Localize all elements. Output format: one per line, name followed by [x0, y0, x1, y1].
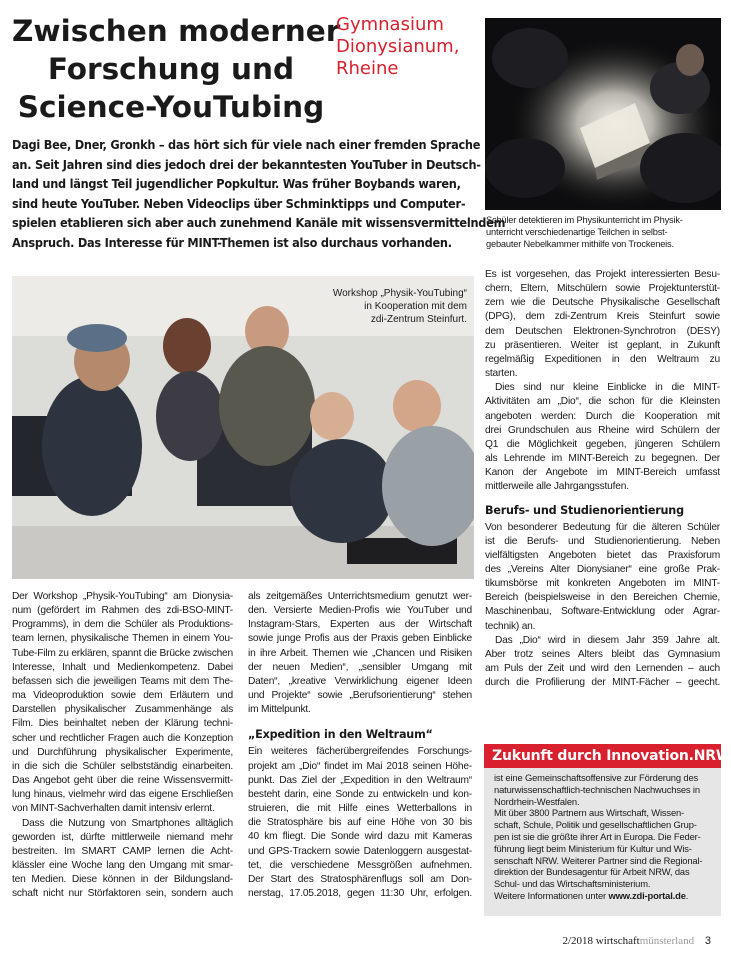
- text-line: Daten“, „kreative Verwirklichung eigener Ideen: [248, 675, 472, 687]
- text-line: dem Deutschen Elektronen-Synchrotron (DESY): [485, 325, 720, 337]
- text-line: Q1 die Möglichkeit gegeben, jüngeren Schülern: [485, 438, 720, 450]
- caption-line: Schüler detektieren im Physikunterricht im Physik-: [486, 215, 683, 225]
- text-line: von MINT-Sachverhalten damit intensiv erlernt.: [12, 803, 215, 815]
- headline-line: Zwischen moderner: [12, 14, 341, 48]
- wordmark-wirtschaft: wirtschaft: [595, 935, 640, 947]
- page-number: 3: [704, 935, 711, 947]
- caption-line: gebauter Nebelkammer mithilfe von Trockeneis.: [486, 239, 674, 249]
- box-link-prefix: Weitere Informationen unter: [494, 889, 609, 901]
- text-line: Instagram-Stars, Experten aus der Wirtschaft: [248, 619, 472, 631]
- text-line: nerstag, 17.05.2018, gegen 11:30 Uhr, erfolgen.: [248, 887, 472, 899]
- box-line-link: [494, 890, 715, 902]
- column-1: [12, 590, 233, 901]
- text-line: Aktivitäten am „Dio“, die schon für die Kleinsten: [485, 396, 720, 408]
- box-line: direktion der Bundesagentur für Arbeit NRW, das: [494, 866, 690, 878]
- text-line: Programms), in dem die Schüler als Produktions-: [12, 619, 233, 631]
- text-line: des „Vereins Alter Dionysianer“ eine große Prak-: [485, 563, 720, 575]
- text-line: in die sich die Schüler selbstständig einarbeiten.: [12, 760, 233, 772]
- text-line: und Projekte“ sowie „Berufsorientierung“ stehen: [248, 690, 472, 702]
- lead-line: sind heute YouTuber. Neben Videoclips über Schminktipps und Computer-: [12, 195, 466, 211]
- lead-line: land und längst Teil jugendlicher Popkultur. Was früher Boybands waren,: [12, 176, 461, 191]
- text-line: Der Workshop „Physik-YouTubing“ am Dionysia-: [12, 591, 233, 602]
- text-line: befassen sich die jeweiligen Teams mit dem The-: [12, 675, 233, 687]
- caption-line: in Kooperation mit dem: [364, 301, 467, 312]
- text-line: und GPS-Trackern sowie Datenloggern ausgestat-: [248, 845, 472, 857]
- caption-line: unterricht verschiedenartige Teilchen in selbst-: [486, 227, 668, 237]
- text-line: als zeitgemäßes Unterrichtsmedium genutzt wer-: [248, 591, 472, 602]
- text-line: durch die Profilierung der MINT-Fächer – geecht.: [485, 677, 720, 689]
- text-line: ten Medien. Diese können in der Bildungsland-: [12, 874, 233, 886]
- text-line: Bereich (beispielsweise in den Bereichen Chemie,: [485, 592, 720, 604]
- text-line: Das Angebot geht über die reine Wissensvermitt-: [12, 775, 233, 787]
- text-line: 40 km fliegt. Die Sonde wird dazu mit Kameras: [248, 831, 472, 843]
- text-line: geworden ist, dürfte mittlerweile niemand mehr: [12, 831, 233, 843]
- lead-line: Anspruch. Das Interesse für MINT-Themen ist also durchaus vorhanden.: [12, 234, 452, 250]
- box-line: Nordrhein-Westfalen.: [494, 795, 580, 807]
- text-line: Interesse, Inhalt und Medienkompetenz. Dabei: [12, 661, 233, 673]
- text-line: chern, Eltern, Mitschülern sowie Projektunterstüt-: [485, 283, 720, 295]
- text-line: projekt am „Dio“ findet im Mai 2018 seinen Höhe-: [248, 760, 472, 772]
- lead-line: an. Seit Jahren sind dies jedoch drei der bekanntesten YouTuber in Deutsch-: [12, 156, 481, 172]
- headline-line: Forschung und: [47, 52, 295, 86]
- headline-line: Science-YouTubing: [17, 90, 325, 124]
- text-line: die Stratosphäre bis auf eine Höhe von 30 bis: [248, 817, 472, 829]
- text-line: Dies sind nur kleine Einblicke in die MINT-: [495, 382, 720, 394]
- text-line: schaft nicht nur Störfaktoren sein, sondern auch: [12, 888, 233, 900]
- wordmark-muensterland: münsterland: [639, 935, 695, 947]
- lead-line: spielen etablieren sich aber auch zunehmend Kanäle mit wissensvermittelndem: [12, 215, 506, 230]
- text-line: in ihre Arbeit. Themen wie „Chancen und Risiken: [248, 647, 472, 659]
- text-line: Der Start des Stratosphärenflugs soll am Don-: [248, 873, 472, 885]
- school-line: Gymnasium: [336, 14, 444, 35]
- text-line: drei Grundschulen aus Rheine wird Schülern der: [485, 424, 720, 436]
- info-box-title: Zukunft durch Innovation.NRW: [484, 744, 721, 768]
- cloud-chamber-image: [485, 18, 721, 210]
- text-line: (DPG), dem zdi-Zentrum Kreis Steinfurt sowie: [485, 311, 720, 323]
- school-line: Rheine: [336, 58, 399, 79]
- text-line: Von besonderer Bedeutung für die älteren Schüler: [485, 521, 720, 533]
- box-line: naturwissenschaftlich-technischen Nachwuchses in: [494, 783, 700, 795]
- box-line: Mit über 3800 Partnern aus Wirtschaft, Wissen-: [494, 807, 685, 819]
- info-box: [484, 768, 721, 916]
- page-footer: [562, 935, 711, 947]
- text-line: ist die Berufs- und Studienorientierung. Neben: [485, 535, 720, 547]
- text-line: Darstellen physikalischer Zusammenhänge als: [12, 704, 233, 716]
- text-line: ma Videoproduktion sowie dem Erläutern und: [12, 690, 233, 702]
- section-heading-expedition: „Expedition in den Weltraum“: [248, 728, 433, 742]
- text-line: und Durchführung physikalischer Experimente,: [12, 746, 233, 758]
- text-line: starten.: [485, 368, 518, 380]
- text-line: struieren, die mit Hilfe eines Wetterballons in: [248, 803, 472, 815]
- text-line: besteht darin, eine Sonde zu entwickeln und kon-: [248, 788, 472, 800]
- text-line: tikumsbörse mit konkreten Angeboten im MINT-: [485, 578, 720, 590]
- box-line: schaft, Schule, Politik und gesellschaftlichen Grup-: [494, 819, 697, 831]
- text-line: Ein weiteres fächerübergreifendes Forschungs-: [248, 746, 472, 758]
- lead-line: Dagi Bee, Dner, Gronkh – das hört sich für viele nach einer fremden Sprache: [12, 137, 481, 152]
- text-line: Kanon der Angebote im MINT-Bereich umfasst: [485, 467, 720, 479]
- text-line: Aber trotz seines Alters bleibt das Gymnasium: [485, 648, 720, 660]
- text-line: klässler eine Woche lang den Umgang mit smar-: [12, 859, 233, 871]
- column-2: [248, 590, 472, 901]
- text-line: Maschinenbau, Software-Entwicklung oder Agrar-: [485, 606, 720, 618]
- text-line: zern wie die Deutsche Physikalische Gesellschaft: [485, 297, 720, 309]
- box-line: ist eine Gemeinschaftsoffensive zur Förderung des: [494, 772, 699, 783]
- cloud-chamber-photo: [485, 18, 721, 210]
- text-line: Tube-Film zu erklären, spannt die Brücke zwischen: [12, 647, 233, 659]
- box-line: Schul- und das Wirtschaftsministerium.: [494, 878, 651, 890]
- section-heading-career: Berufs- und Studienorientierung: [485, 503, 684, 517]
- text-line: team lernen, physikalische Themen in einem You-: [12, 633, 233, 645]
- column-3: [485, 268, 720, 690]
- text-line: Das „Dio“ wird in diesem Jahr 359 Jahre alt.: [495, 634, 720, 646]
- caption-line: zdi-Zentrum Steinfurt.: [370, 314, 467, 325]
- text-line: vielfältigsten Angeboten bietet das Praxisforum: [485, 549, 720, 561]
- box-line: senschaft NRW. Weiterer Partner sind die Regional-: [494, 854, 703, 866]
- text-line: im Mittelpunkt.: [248, 704, 311, 716]
- workshop-caption: [272, 287, 467, 326]
- text-line: als Lehrende im MINT-Bereich zu begegnen. Der: [485, 453, 720, 465]
- cloud-chamber-caption: [486, 214, 720, 250]
- text-line: sowie junge Profis aus der Praxis geben Einblicke: [248, 633, 472, 645]
- box-line: pen ist sie die größte ihrer Art in Europa. Die Feder-: [494, 830, 701, 842]
- box-line: führung liegt beim Ministerium für Kultur und Wis-: [494, 842, 692, 854]
- text-line: angeboten werden: Durch die Kooperation mit: [485, 410, 720, 422]
- school-line: Dionysianum,: [336, 36, 460, 57]
- text-line: Film. Dies beinhaltet neben der Klärung techni-: [12, 718, 233, 730]
- lead-paragraph: [12, 135, 506, 252]
- text-line: am Puls der Zeit und wird den Lernenden – auch: [485, 663, 720, 675]
- text-line: den. Versierte Medien-Profis wie YouTuber und: [248, 605, 472, 617]
- caption-line: Workshop „Physik-YouTubing“: [332, 288, 467, 299]
- text-line: punkt. Das Ziel der „Expedition in den Weltraum“: [248, 774, 472, 786]
- text-line: der neuen Medien“, „sensibler Umgang mit: [248, 661, 472, 673]
- text-line: zu präsentieren. Weiter ist geplant, in Zukunft: [485, 339, 720, 351]
- text-line: technik) an.: [485, 620, 536, 632]
- text-line: Es ist vorgesehen, das Projekt interessierten Besu-: [485, 269, 720, 280]
- headline: [12, 12, 341, 126]
- issue-number: 2/2018: [562, 935, 593, 947]
- box-link-suffix: .: [685, 889, 689, 901]
- text-line: bestreiten. Im SMART CAMP lernen die Acht-: [12, 845, 233, 857]
- text-line: mittlerweile alle Jahrgangsstufen.: [485, 481, 629, 493]
- text-line: lung hinaus, vielmehr wird das eigene Erschließen: [12, 789, 233, 801]
- text-line: num (gefördert im Rahmen des zdi-BSO-MINT-: [12, 605, 233, 617]
- text-line: Dass die Nutzung von Smartphones alltäglich: [22, 817, 233, 829]
- text-line: tet, die verschiedene Messgrößen aufnehmen.: [248, 859, 472, 871]
- zdi-portal-link[interactable]: www.zdi-portal.de: [608, 889, 686, 901]
- text-line: scher und rechtlicher Fragen auch die Konzeption: [12, 732, 233, 744]
- text-line: regelmäßig Expeditionen in den Weltraum zu: [485, 353, 720, 365]
- school-name: [336, 14, 476, 80]
